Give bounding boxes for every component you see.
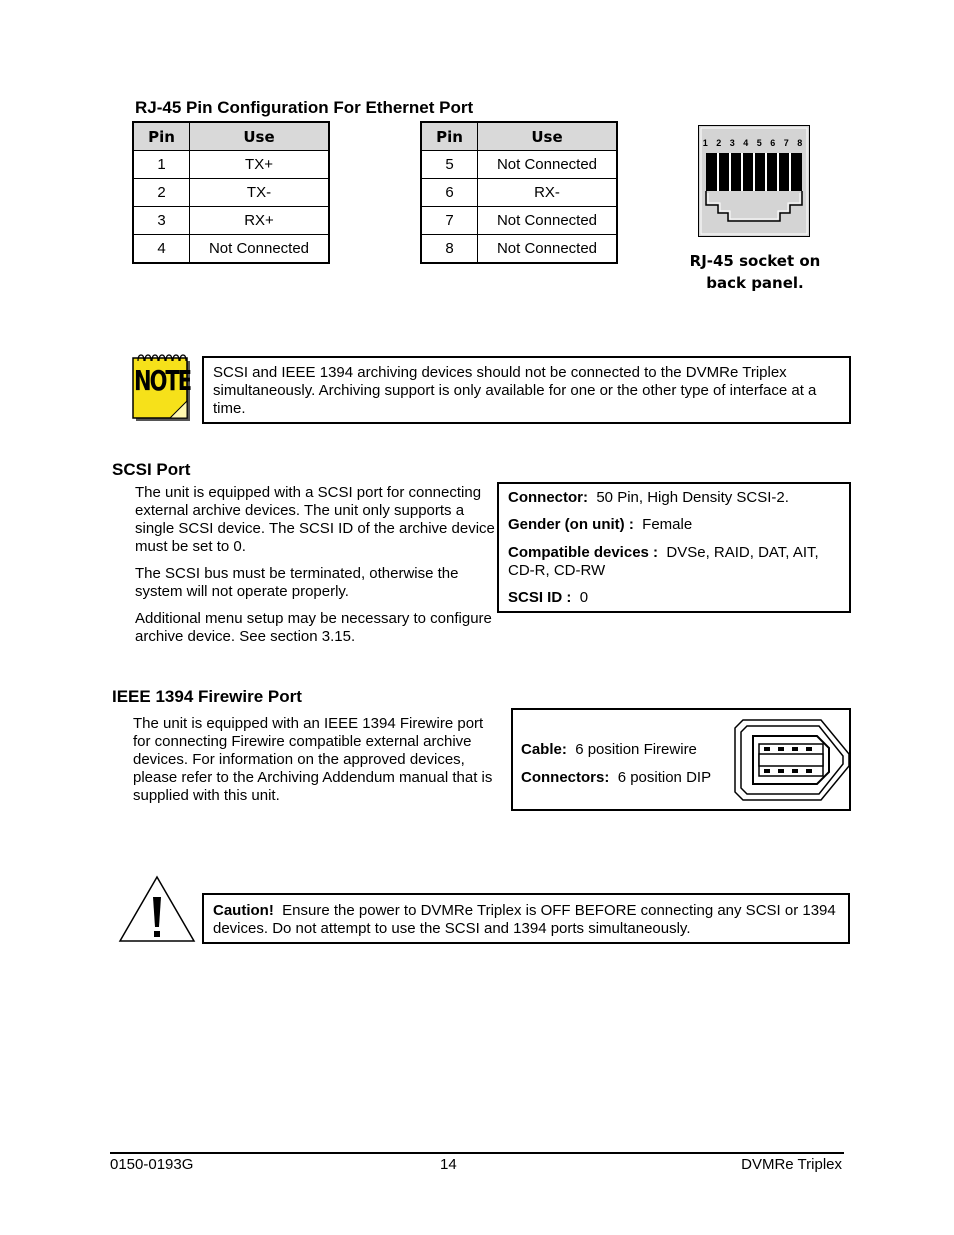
spec-label: Cable: xyxy=(521,741,567,758)
note-icon-label: NOTE xyxy=(134,365,191,397)
pin-table-left xyxy=(132,121,330,264)
footer-divider xyxy=(110,1152,844,1154)
table-row xyxy=(421,207,617,235)
pin-table-right xyxy=(420,121,618,264)
table-row xyxy=(133,207,329,235)
pin-number: 4 xyxy=(133,235,190,264)
pin-number: 8 xyxy=(421,235,478,264)
caution-label: Caution! xyxy=(213,902,274,919)
table-row xyxy=(421,235,617,264)
caution-box xyxy=(202,893,850,944)
pin-use: Not Connected xyxy=(478,151,618,179)
firewire-description: The unit is equipped with an IEEE 1394 Firewire port for connecting Firewire compatible external archive devices. For information on the approved devices, please refer to the Archiving Addendum manual that is supplied with this unit. xyxy=(133,715,493,804)
scsi-section-title: SCSI Port xyxy=(112,460,191,479)
pin-use: Not Connected xyxy=(190,235,330,264)
caption-line: back panel. xyxy=(706,274,804,292)
spec-value: 6 position Firewire xyxy=(575,741,697,758)
spec-label: SCSI ID : xyxy=(508,589,572,606)
pin-number: 1 xyxy=(133,151,190,179)
scsi-paragraph: Additional menu setup may be necessary to configure archive device. See section 3.15. xyxy=(135,610,492,645)
scsi-description xyxy=(135,484,495,646)
note-icon xyxy=(132,353,192,423)
caution-text: Ensure the power to DVMRe Triplex is OFF BEFORE connecting any SCSI or 1394 devices. Do not attempt to use the SCSI and 1394 ports simultaneously. xyxy=(213,902,836,937)
firewire-section-title: IEEE 1394 Firewire Port xyxy=(112,687,302,706)
caption-line: RJ-45 socket on xyxy=(689,252,821,270)
table-row xyxy=(133,235,329,264)
scsi-paragraph: The SCSI bus must be terminated, otherwise the system will not operate properly. xyxy=(135,565,459,600)
spec-connector xyxy=(508,489,841,507)
table-row xyxy=(133,179,329,207)
pin-number: 3 xyxy=(133,207,190,235)
table-header-pin: Pin xyxy=(421,122,478,151)
spec-cable xyxy=(521,741,697,759)
socket-caption xyxy=(670,250,840,294)
spec-label: Connectors: xyxy=(521,769,610,786)
pin-number: 6 xyxy=(421,179,478,207)
rj45-section-title: RJ-45 Pin Configuration For Ethernet Port xyxy=(135,98,474,117)
warning-icon xyxy=(118,875,196,943)
socket-pin-numbers: 1 2 3 4 5 6 7 8 xyxy=(702,138,806,148)
pin-use: RX- xyxy=(478,179,618,207)
pin-number: 5 xyxy=(421,151,478,179)
pin-number: 7 xyxy=(421,207,478,235)
footer-doc-number: 0150-0193G xyxy=(110,1156,194,1173)
pin-use: RX+ xyxy=(190,207,330,235)
spec-value: Female xyxy=(642,516,693,533)
footer-product-name: DVMRe Triplex xyxy=(741,1156,842,1173)
scsi-paragraph: The unit is equipped with a SCSI port for connecting external archive devices. The unit only supports a single SCSI device. The SCSI ID of the archive device must be set to 0. xyxy=(135,484,495,555)
spec-label: Gender (on unit) : xyxy=(508,516,634,533)
table-header-pin: Pin xyxy=(133,122,190,151)
table-row xyxy=(133,151,329,179)
spec-value: 0 xyxy=(579,589,589,606)
spec-scsi-id xyxy=(508,589,841,607)
pin-number: 2 xyxy=(133,179,190,207)
footer-page-number: 14 xyxy=(440,1156,457,1173)
rj45-socket-icon xyxy=(698,125,810,237)
note-text: SCSI and IEEE 1394 archiving devices should not be connected to the DVMRe Triplex simultaneously. Archiving support is only available for one or the other type of interface at a time. xyxy=(213,364,817,417)
spec-value: 50 Pin, High Density SCSI-2. xyxy=(596,489,789,506)
table-row xyxy=(421,179,617,207)
spec-label: Connector: xyxy=(508,489,588,506)
firewire-connector-icon xyxy=(731,716,853,806)
scsi-spec-box xyxy=(497,482,851,613)
spec-label: Compatible devices : xyxy=(508,544,659,561)
spec-compatible xyxy=(508,544,841,580)
table-header-use: Use xyxy=(190,122,330,151)
table-header-use: Use xyxy=(478,122,618,151)
spec-gender xyxy=(508,516,841,534)
spec-value: DVSe, RAID, DAT, AIT, CD-R, CD-RW xyxy=(508,544,819,579)
note-box xyxy=(202,356,851,424)
spec-connectors xyxy=(521,769,711,787)
table-row xyxy=(421,151,617,179)
pin-use: Not Connected xyxy=(478,207,618,235)
pin-use: Not Connected xyxy=(478,235,618,264)
spec-value: 6 position DIP xyxy=(617,769,712,786)
firewire-spec-box xyxy=(511,708,851,811)
pin-use: TX+ xyxy=(190,151,330,179)
pin-use: TX- xyxy=(190,179,330,207)
